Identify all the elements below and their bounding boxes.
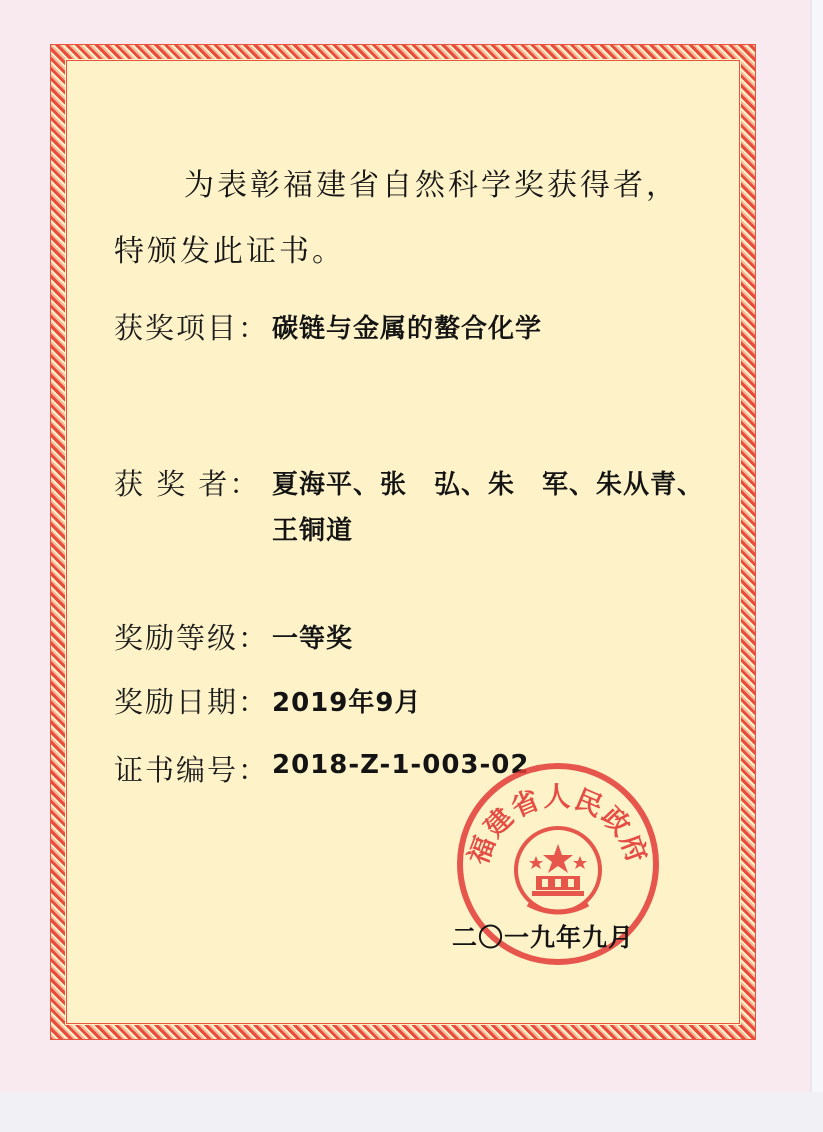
grade-label: 奖励等级： xyxy=(114,621,270,655)
winners-label: 获 奖 者： xyxy=(114,467,261,501)
national-emblem-icon xyxy=(516,828,600,912)
date-value: 2019年9月 xyxy=(272,688,422,718)
grade-value: 一等奖 xyxy=(272,624,354,654)
winners-line-2: 王铜道 xyxy=(272,516,354,546)
scan-bottom-strip xyxy=(0,1092,823,1132)
number-label: 证书编号： xyxy=(114,753,270,787)
intro-line-2: 特颁发此证书。 xyxy=(114,234,345,269)
date-label: 奖励日期： xyxy=(114,685,270,719)
intro-line-1: 为表彰福建省自然科学奖获得者， xyxy=(184,168,679,203)
seal-text: 福建省人民政府 xyxy=(463,782,653,869)
project-label: 获奖项目： xyxy=(114,311,270,345)
issue-date: 二〇一九年九月 xyxy=(452,923,635,952)
number-value: 2018-Z-1-003-02 xyxy=(272,750,530,780)
project-value: 碳链与金属的螯合化学 xyxy=(272,314,543,344)
winners-line-1: 夏海平、张 弘、朱 军、朱从青、 xyxy=(272,470,705,500)
